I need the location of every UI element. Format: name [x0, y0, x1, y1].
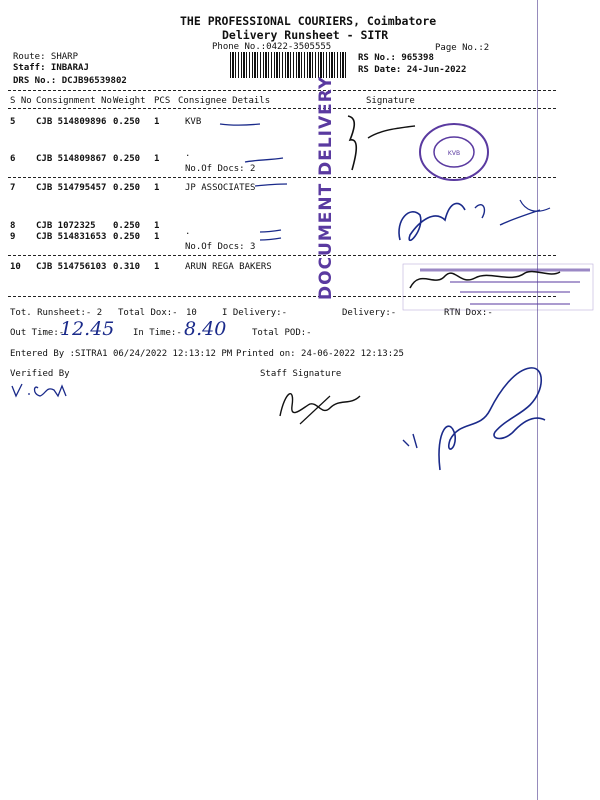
page-number: Page No.:2	[435, 43, 490, 53]
row-details: .	[185, 227, 191, 237]
row-sno: 7	[10, 183, 16, 193]
route: Route: SHARP	[13, 52, 79, 62]
row-pcs: 1	[154, 221, 160, 231]
signature-row5	[340, 110, 430, 180]
total-pod: Total POD:-	[252, 328, 312, 338]
svg-text:KVB: KVB	[447, 150, 461, 157]
col-weight: Weight	[113, 96, 146, 106]
row-pcs: 1	[154, 117, 160, 127]
out-time-label: Out Time:-	[10, 328, 65, 338]
printed-on: Printed on: 24-06-2022 12:13:25	[236, 349, 404, 359]
col-sno: S No	[10, 96, 32, 106]
total-dox-label: Total Dox:-	[118, 308, 178, 318]
row-pcs: 1	[154, 262, 160, 272]
row-pcs: 1	[154, 232, 160, 242]
runsheet-subtitle: Delivery Runsheet - SITR	[222, 28, 389, 42]
document-delivery-stamp	[316, 76, 336, 300]
signature-row7	[390, 190, 560, 260]
divider	[8, 108, 556, 109]
row-weight: 0.250	[113, 232, 141, 242]
rs-date: RS Date: 24-Jun-2022	[358, 65, 467, 75]
total-dox-value: 10	[186, 308, 197, 318]
i-delivery: I Delivery:-	[222, 308, 288, 318]
row-consignment: CJB 1072325	[36, 221, 96, 231]
document-delivery-stamp-text: DOCUMENT DELIVERY	[316, 75, 336, 300]
rs-number: RS No.: 965398	[358, 53, 434, 63]
company-title: THE PROFESSIONAL COURIERS, Coimbatore	[180, 14, 437, 28]
signature-row10	[400, 258, 570, 303]
row-pcs: 1	[154, 183, 160, 193]
row-details: ARUN REGA BAKERS	[185, 262, 272, 272]
row-pcs: 1	[154, 154, 160, 164]
verified-signature	[8, 380, 78, 404]
col-consignment: Consignment No	[36, 96, 112, 106]
out-time-value: 12.45	[60, 318, 115, 340]
in-time-label: In Time:-	[133, 328, 182, 338]
row-weight: 0.250	[113, 117, 141, 127]
row-consignment: CJB 514795457	[36, 183, 107, 193]
entered-by: Entered By :SITRA1 06/24/2022 12:13:12 PM	[10, 349, 233, 359]
drs-number: DRS No.: DCJB96539802	[13, 76, 127, 86]
row-consignment: CJB 514809867	[36, 154, 107, 164]
divider	[8, 90, 556, 91]
staff-name: Staff: INBARAJ	[13, 63, 89, 73]
row-weight: 0.250	[113, 221, 141, 231]
col-pcs: PCS	[154, 96, 171, 106]
col-signature: Signature	[366, 96, 415, 106]
col-consignee: Consignee Details	[178, 96, 271, 106]
row-details: KVB	[185, 117, 202, 127]
staff-signature-label: Staff Signature	[260, 369, 342, 379]
row-sno: 9	[10, 232, 16, 242]
row-weight: 0.250	[113, 154, 141, 164]
row-weight: 0.250	[113, 183, 141, 193]
row-sno: 5	[10, 117, 16, 127]
barcode	[230, 52, 348, 78]
row-sno: 6	[10, 154, 16, 164]
row-consignment: CJB 514831653	[36, 232, 107, 242]
phone-number: Phone No.:0422-3505555	[212, 42, 332, 52]
row-sno: 8	[10, 221, 16, 231]
row-docs: No.Of Docs: 2	[185, 164, 256, 174]
rtn-dox: RTN Dox:-	[444, 308, 493, 318]
row-docs: No.Of Docs: 3	[185, 242, 256, 252]
row-details: JP ASSOCIATES	[185, 183, 256, 193]
staff-signature	[270, 376, 390, 436]
verified-by: Verified By	[10, 369, 70, 379]
row-weight: 0.310	[113, 262, 141, 272]
in-time-value: 8.40	[184, 318, 227, 340]
delivery: Delivery:-	[342, 308, 397, 318]
row-details: .	[185, 149, 191, 159]
row-sno: 10	[10, 262, 21, 272]
row-consignment: CJB 514756103	[36, 262, 107, 272]
row-consignment: CJB 514809896	[36, 117, 107, 127]
handwritten-marks	[215, 120, 295, 260]
large-signature	[395, 360, 575, 480]
total-runsheet: Tot. Runsheet:- 2	[10, 308, 103, 318]
